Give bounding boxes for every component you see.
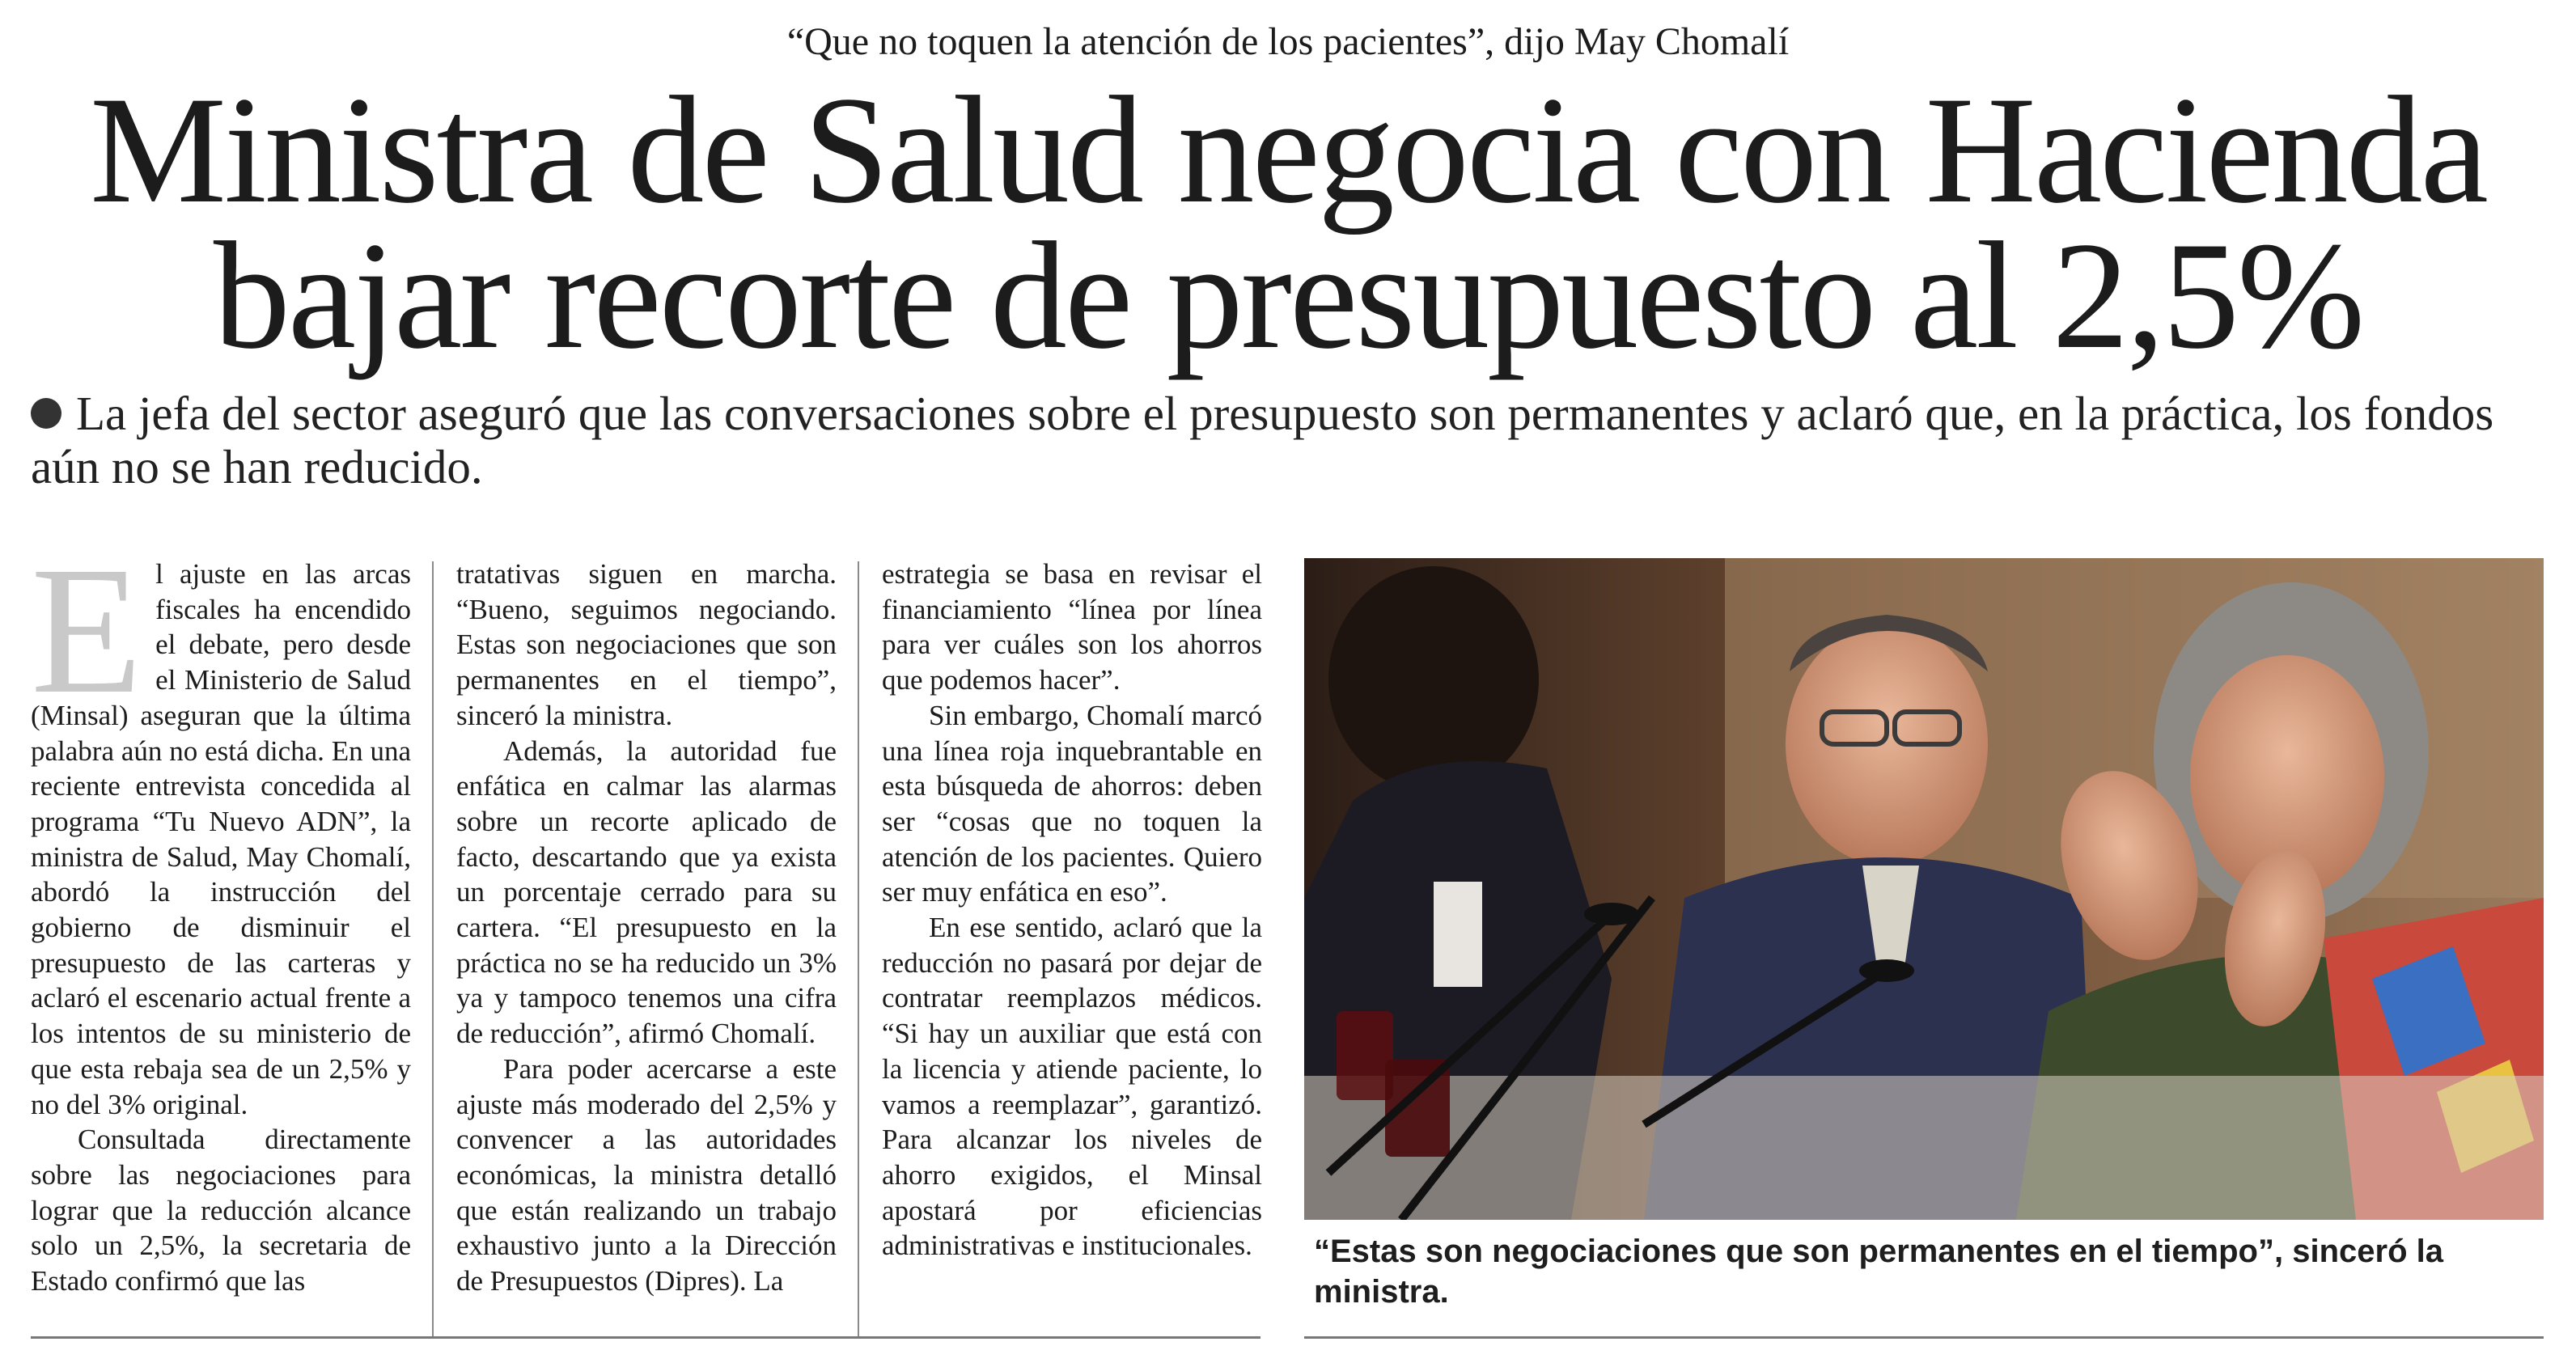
headline-line-1: Ministra de Salud negocia con Hacienda xyxy=(90,66,2486,235)
bottom-rule xyxy=(31,1336,1260,1339)
headline-line-2: bajar recorte de presupuesto al 2,5% xyxy=(213,211,2363,381)
column-divider xyxy=(432,561,434,1338)
column-divider xyxy=(858,561,859,1338)
drop-cap: E xyxy=(31,529,143,731)
article-column-1 xyxy=(31,529,411,1299)
bullet-icon xyxy=(31,398,61,429)
paragraph: En ese sentido, aclaró que la reducción no pasará por dejar de contratar reemplazos médicos. “Si hay un auxiliar que está con la licencia y atiende paciente, lo vamos a reemplazar”, garantizó. Para alcanzar los niveles de ahorro exigidos, el Minsal apostará por eficiencias administrativas e institucionales. xyxy=(882,912,1262,1262)
paragraph: Consultada directamente sobre las negociaciones para lograr que la reducción alcance solo un 2,5%, la secretaria de Estado confirmó que las xyxy=(31,1124,411,1297)
paragraph: l ajuste en las arcas fiscales ha encendido el debate, pero desde el Ministerio de Salud (Minsal) aseguran que la última palabra aún no está dicha. En una reciente entrevista concedida al programa “Tu Nuevo ADN”, la ministra de Salud, May Chomalí, abordó la instrucción del gobierno de disminuir el presupuesto de las carteras y aclaró el escenario actual frente a los intentos de su ministerio de que esta rebaja sea de un 2,5% y no del 3% original. xyxy=(31,558,411,1120)
photo-caption: “Estas son negociaciones que son permanentes en el tiempo”, sinceró la ministra. xyxy=(1314,1234,2443,1310)
article-column-2 xyxy=(456,557,837,1299)
news-photo xyxy=(1304,558,2544,1220)
kicker: “Que no toquen la atención de los pacientes”, dijo May Chomalí xyxy=(786,20,1790,63)
article-column-3 xyxy=(882,557,1262,1263)
deck-text: La jefa del sector aseguró que las conversaciones sobre el presupuesto son permanentes y aclaró que, en la práctica, los fondos aún no se han reducido. xyxy=(31,387,2494,493)
bottom-rule xyxy=(1304,1336,2544,1339)
paragraph: Sin embargo, Chomalí marcó una línea roja inquebrantable en esta búsqueda de ahorros: deben ser “cosas que no toquen la atención de los pacientes. Quiero ser muy enfática en eso”. xyxy=(882,699,1262,908)
paragraph: Además, la autoridad fue enfática en calmar las alarmas sobre un recorte aplicado de facto, descartando que ya exista un porcentaje cerrado para su cartera. “El presupuesto en la práctica no se ha reducido un 3% ya y tampoco tenemos una cifra de reducción”, afirmó Chomalí. xyxy=(456,734,837,1050)
paragraph: tratativas siguen en marcha. “Bueno, seguimos negociando. Estas son negociaciones que son permanentes en el tiempo”, sinceró la ministra. xyxy=(456,558,837,731)
photo-illustration xyxy=(1304,558,2544,1220)
paragraph: Para poder acercarse a este ajuste más moderado del 2,5% y convencer a las autoridades económicas, la ministra detalló que están realizando un trabajo exhaustivo junto a la Dirección de Presupuestos (Dipres). La xyxy=(456,1052,837,1297)
paragraph: estrategia se basa en revisar el financiamiento “línea por línea para ver cuáles son los ahorros que podemos hacer”. xyxy=(882,558,1262,696)
headline xyxy=(0,66,2576,381)
deck xyxy=(31,387,2539,493)
